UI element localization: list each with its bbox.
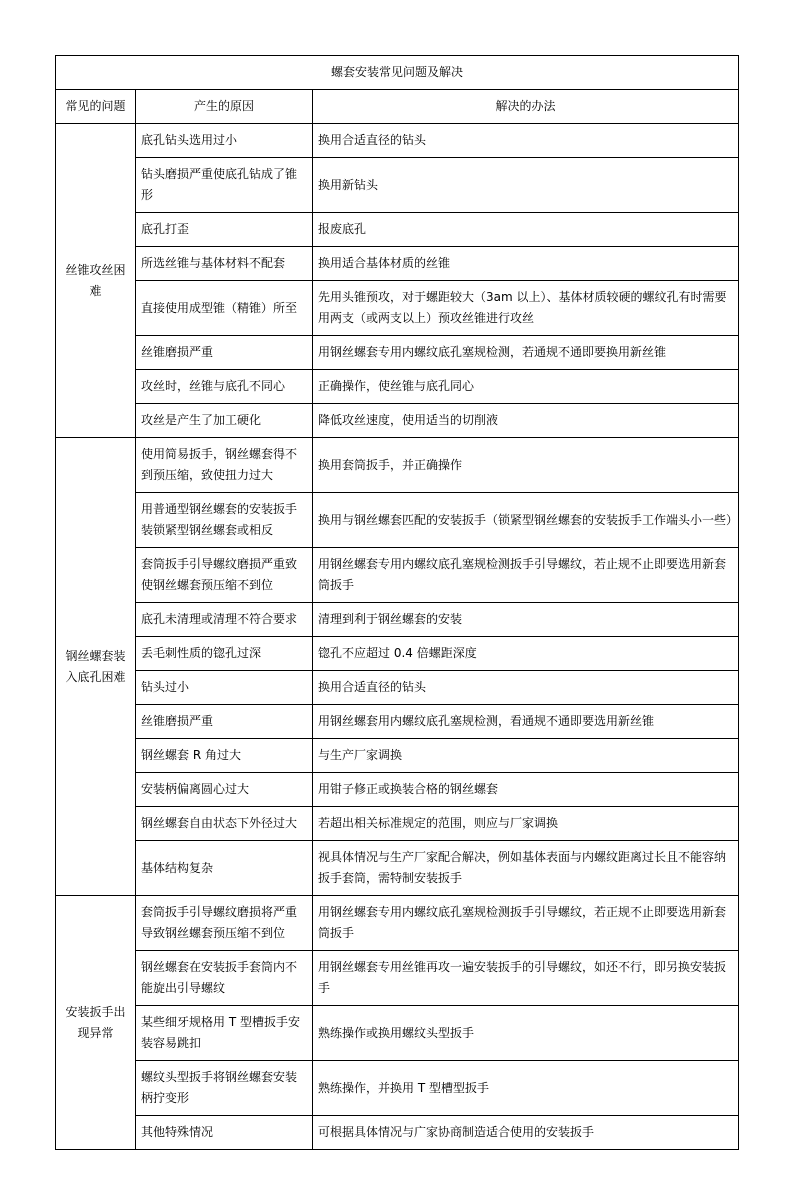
cause-cell: 螺纹头型扳手将钢丝螺套安装柄拧变形 xyxy=(136,1061,313,1116)
problem-group-label-2: 钢丝螺套装入底孔困难 xyxy=(56,438,136,896)
cause-cell: 安装柄偏离圆心过大 xyxy=(136,773,313,807)
table-row xyxy=(56,1116,739,1150)
table-row xyxy=(56,336,739,370)
solution-cell: 熟练操作或换用螺纹头型扳手 xyxy=(313,1006,739,1061)
table-row xyxy=(56,404,739,438)
header-row xyxy=(56,90,739,124)
cause-cell: 钻头磨损严重使底孔钻成了锥形 xyxy=(136,158,313,213)
cause-cell: 底孔打歪 xyxy=(136,213,313,247)
cause-cell: 丢毛刺性质的锪孔过深 xyxy=(136,637,313,671)
solution-cell: 换用与钢丝螺套匹配的安装扳手（锁紧型钢丝螺套的安装扳手工作端头小一些） xyxy=(313,493,739,548)
cause-cell: 使用简易扳手，钢丝螺套得不到预压缩，致使扭力过大 xyxy=(136,438,313,493)
solution-cell: 用钢丝螺套专用内螺纹底孔塞规检测，若通规不通即要换用新丝锥 xyxy=(313,336,739,370)
solution-cell: 报废底孔 xyxy=(313,213,739,247)
col-header-solution: 解决的办法 xyxy=(313,90,739,124)
title-row xyxy=(56,56,739,90)
solution-cell: 用钢丝螺套专用内螺纹底孔塞规检测扳手引导螺纹，若正规不止即要选用新套筒扳手 xyxy=(313,896,739,951)
cause-cell: 某些细牙规格用 T 型槽扳手安装容易跳扣 xyxy=(136,1006,313,1061)
solution-cell: 锪孔不应超过 0.4 倍螺距深度 xyxy=(313,637,739,671)
table-row xyxy=(56,213,739,247)
table-row xyxy=(56,370,739,404)
solution-cell: 可根据具体情况与广家协商制造适合使用的安装扳手 xyxy=(313,1116,739,1150)
table-row xyxy=(56,493,739,548)
cause-cell: 套筒扳手引导螺纹磨损将严重导致钢丝螺套预压缩不到位 xyxy=(136,896,313,951)
cause-cell: 丝锥磨损严重 xyxy=(136,705,313,739)
problem-group-label-1: 丝锥攻丝困难 xyxy=(56,124,136,438)
table-row xyxy=(56,637,739,671)
table-title: 螺套安装常见问题及解决 xyxy=(56,56,739,90)
table-row xyxy=(56,158,739,213)
solution-cell: 用钢丝螺套专用内螺纹底孔塞规检测扳手引导螺纹，若止规不止即要选用新套筒扳手 xyxy=(313,548,739,603)
table-row xyxy=(56,603,739,637)
table-row xyxy=(56,247,739,281)
cause-cell: 钢丝螺套 R 角过大 xyxy=(136,739,313,773)
solution-cell: 换用合适直径的钻头 xyxy=(313,671,739,705)
table-row xyxy=(56,773,739,807)
solution-cell: 用钳子修正或换装合格的钢丝螺套 xyxy=(313,773,739,807)
table-row xyxy=(56,281,739,336)
cause-cell: 底孔钻头选用过小 xyxy=(136,124,313,158)
table-row xyxy=(56,438,739,493)
solution-cell: 熟练操作，并换用 T 型槽型扳手 xyxy=(313,1061,739,1116)
cause-cell: 直接使用成型锥（精锥）所至 xyxy=(136,281,313,336)
problem-group-label-3: 安装扳手出现异常 xyxy=(56,896,136,1150)
cause-cell: 钢丝螺套在安装扳手套筒内不能旋出引导螺纹 xyxy=(136,951,313,1006)
table-row xyxy=(56,841,739,896)
cause-cell: 基体结构复杂 xyxy=(136,841,313,896)
col-header-problem: 常见的问题 xyxy=(56,90,136,124)
solution-cell: 先用头锥预攻，对于螺距较大（3am 以上）、基体材质较硬的螺纹孔有时需要用两支（或两支以上）预攻丝锥进行攻丝 xyxy=(313,281,739,336)
table-row xyxy=(56,807,739,841)
solution-cell: 视具体情况与生产厂家配合解决，例如基体表面与内螺纹距离过长且不能容纳扳手套筒，需特制安装扳手 xyxy=(313,841,739,896)
solution-cell: 正确操作，使丝锥与底孔同心 xyxy=(313,370,739,404)
solution-cell: 若超出相关标准规定的范围，则应与厂家调换 xyxy=(313,807,739,841)
table-row xyxy=(56,705,739,739)
solution-cell: 用钢丝螺套用内螺纹底孔塞规检测，看通规不通即要选用新丝锥 xyxy=(313,705,739,739)
solution-cell: 与生产厂家调换 xyxy=(313,739,739,773)
cause-cell: 其他特殊情况 xyxy=(136,1116,313,1150)
cause-cell: 所选丝锥与基体材料不配套 xyxy=(136,247,313,281)
table-row xyxy=(56,896,739,951)
solution-cell: 换用适合基体材质的丝锥 xyxy=(313,247,739,281)
solution-cell: 清理到利于钢丝螺套的安装 xyxy=(313,603,739,637)
solution-cell: 换用套筒扳手，并正确操作 xyxy=(313,438,739,493)
table-row xyxy=(56,1061,739,1116)
table-row xyxy=(56,671,739,705)
problems-solutions-table xyxy=(55,55,739,1150)
cause-cell: 钢丝螺套自由状态下外径过大 xyxy=(136,807,313,841)
cause-cell: 攻丝是产生了加工硬化 xyxy=(136,404,313,438)
cause-cell: 底孔未清理或清理不符合要求 xyxy=(136,603,313,637)
solution-cell: 换用合适直径的钻头 xyxy=(313,124,739,158)
cause-cell: 用普通型钢丝螺套的安装扳手装锁紧型钢丝螺套或相反 xyxy=(136,493,313,548)
cause-cell: 丝锥磨损严重 xyxy=(136,336,313,370)
table-row xyxy=(56,124,739,158)
table-row xyxy=(56,739,739,773)
col-header-cause: 产生的原因 xyxy=(136,90,313,124)
cause-cell: 套筒扳手引导螺纹磨损严重致使钢丝螺套预压缩不到位 xyxy=(136,548,313,603)
solution-cell: 换用新钻头 xyxy=(313,158,739,213)
table-row xyxy=(56,1006,739,1061)
solution-cell: 用钢丝螺套专用丝锥再攻一遍安装扳手的引导螺纹，如还不行，即另换安装扳手 xyxy=(313,951,739,1006)
table-row xyxy=(56,951,739,1006)
cause-cell: 钻头过小 xyxy=(136,671,313,705)
solution-cell: 降低攻丝速度，使用适当的切削液 xyxy=(313,404,739,438)
table-row xyxy=(56,548,739,603)
cause-cell: 攻丝时，丝锥与底孔不同心 xyxy=(136,370,313,404)
